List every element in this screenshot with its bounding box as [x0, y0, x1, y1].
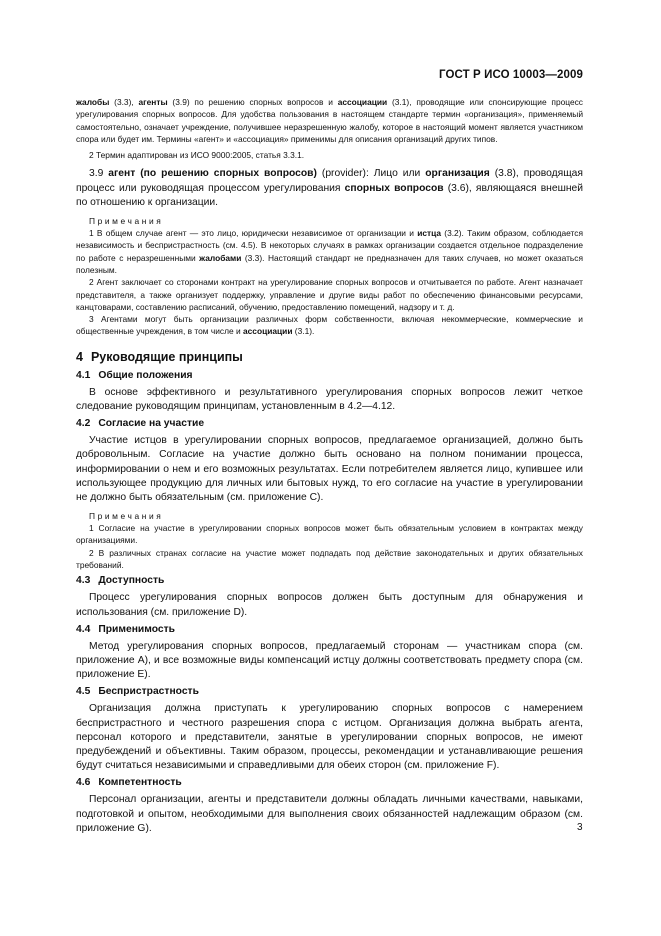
document-header: ГОСТ Р ИСО 10003—2009 [438, 69, 583, 81]
intro-note-2: 2 Термин адаптирован из ИСО 9000:2005, статья 3.3.1. [89, 150, 305, 161]
notes-title: Примечания [89, 511, 164, 522]
subsection-4-6-text: Персонал организации, агенты и представители должны обладать личными качествами, навыками, подготовкой и опытом, необходимыми для выполнения своих обязанностей надлежащим образом (см. приложение G). [76, 794, 583, 834]
subsection-4-1-heading [76, 370, 583, 381]
text-run: (3.3). Настоящий стандарт не предназначен для таких случаев, но может оказаться полезным. [76, 252, 583, 275]
text-run: 1 В общем случае агент — это лицо, юридически независимое от организации и [89, 228, 418, 239]
term-3-9 [76, 167, 583, 210]
subsection-4-1-text: В основе эффективного и результативного урегулирования спорных вопросов лежит четкое следование руководящим принципам, установленным в 4.2—4.12. [76, 386, 583, 412]
subsection-title: Согласие на участие [98, 418, 205, 430]
section-title: Руководящие принципы [90, 349, 243, 364]
subsection-number: 4.2 [76, 418, 91, 430]
subsection-4-2-heading [76, 418, 583, 429]
term-ref: агенты [138, 97, 168, 107]
subsection-4-4-text: Метод урегулирования спорных вопросов, предлагаемый сторонам — участникам спора (см. приложение А), и все возможные виды компенсаций истцу должны соответствовать предмету спора (см. приложение Е). [76, 640, 583, 681]
subsection-title: Доступность [98, 575, 165, 587]
subsection-title: Беспристрастность [98, 686, 199, 698]
term-ref: истца [417, 228, 442, 239]
page-number: 3 [577, 822, 583, 833]
term-ref: жалобами [199, 252, 242, 263]
notes-title: Примечания [89, 216, 164, 227]
subsection-4-5-text: Организация должна приступать к урегулированию спорных вопросов с намерением беспристрастного и честного разрешения спора с истцом. Организация должна выбрать агента, персонал которого и представители, занятые в урегулировании спорных вопросов, не имеют предубеждений и объективны. Таким образом, процессы, рекомендации и устанавливающие решения будут считаться независимыми и справедливыми для обеих сторон (см. приложение F). [76, 703, 583, 772]
subsection-title: Общие положения [98, 369, 193, 381]
note-3 [76, 313, 583, 338]
text-run: (3.1), проводящие или спонсирующие процесс урегулирования спорных вопросов. Для удобства пользования в настоящем стандарте термин «организация», применяемый самостоятельно, означает учреждение, получившее неразрешенную жалобу, которое в настоящий момент является участником спора или будет им. Термины «агент» и «ассоциация» применимы для описания организаций других типов. [76, 97, 583, 144]
text-run: 3 Агентами могут быть организации различных форм собственности, включая некоммерческие, коммерческие и общественные учреждения, в том числе и [76, 314, 583, 337]
term-ref: спорных вопросов [344, 182, 444, 194]
subsection-4-2-text: Участие истцов в урегулировании спорных вопросов, предлагаемое организацией, должно быть добровольным. Согласие на участие должно быть основано на полном понимании процесса, информировании о нем и его возможных результатах. Если потребителем является лицо, купившее или использующее продукцию для личных или бытовых нужд, то его согласие на участие в урегулировании не должно быть обязательным (см. приложение С). [76, 435, 583, 503]
subsection-4-3-text: Процесс урегулирования спорных вопросов должен быть доступным для обнаружения и использования (см. приложение D). [76, 592, 583, 618]
subsection-number: 4.5 [76, 686, 91, 698]
subsection-number: 4.1 [76, 369, 91, 381]
subsection-number: 4.3 [76, 575, 91, 587]
subsection-title: Применимость [98, 623, 175, 635]
section-4-heading [76, 350, 583, 364]
term-title: агент (по решению спорных вопросов) [108, 168, 317, 180]
text-run: (3.9) по решению спорных вопросов и [167, 97, 338, 107]
subsection-4-6-heading [76, 777, 583, 788]
text-run: (3.3), [109, 97, 139, 107]
subsection-number: 4.6 [76, 777, 91, 789]
term-number: 3.9 [89, 168, 109, 180]
term-ref: организация [425, 168, 490, 180]
note-4-2-1: 1 Согласие на участие в урегулировании спорных вопросов может быть обязательным условием в контрактах между организациями. [76, 523, 583, 546]
intro-paragraph [76, 96, 583, 145]
text-run: (3.6), являющаяся внешней по отношению к организации. [76, 182, 584, 208]
term-ref: ассоциации [242, 326, 293, 337]
term-ref: жалобы [76, 97, 110, 107]
subsection-number: 4.4 [76, 623, 91, 635]
text-run: (3.1). [292, 326, 315, 337]
text-run: (3.2). Таким образом, соблюдается независимость и беспристрастность (см. 4.5). В некоторых случаях в рамках организации создается отдельное подразделение по работе с неразрешенными [76, 228, 583, 263]
document-body [76, 96, 583, 836]
text-run: (provider): Лицо или [316, 168, 426, 180]
note-1 [76, 227, 583, 276]
subsection-4-5-heading [76, 686, 583, 697]
text-run: (3.8), проводящая процесс или руководящая процессом урегулирования [76, 168, 583, 194]
subsection-4-3-heading [76, 575, 583, 586]
note-2: 2 Агент заключает со сторонами контракт на урегулирование спорных вопросов и отчитывается по работе. Агент назначает представителя, а также организует поддержку, управление и другие виды работ по обеспечению финансовыми ресурсами, канцтоварами, составлению расписаний, обучению, предоставлению помещений, надзору и т. д. [76, 277, 583, 312]
subsection-4-4-heading [76, 624, 583, 635]
term-ref: ассоциации [337, 97, 388, 107]
subsection-title: Компетентность [98, 777, 182, 789]
note-4-2-2: 2 В различных странах согласие на участие может подпадать под действие законодательных и других обязательных требований. [76, 547, 583, 571]
section-number: 4 [76, 349, 83, 364]
